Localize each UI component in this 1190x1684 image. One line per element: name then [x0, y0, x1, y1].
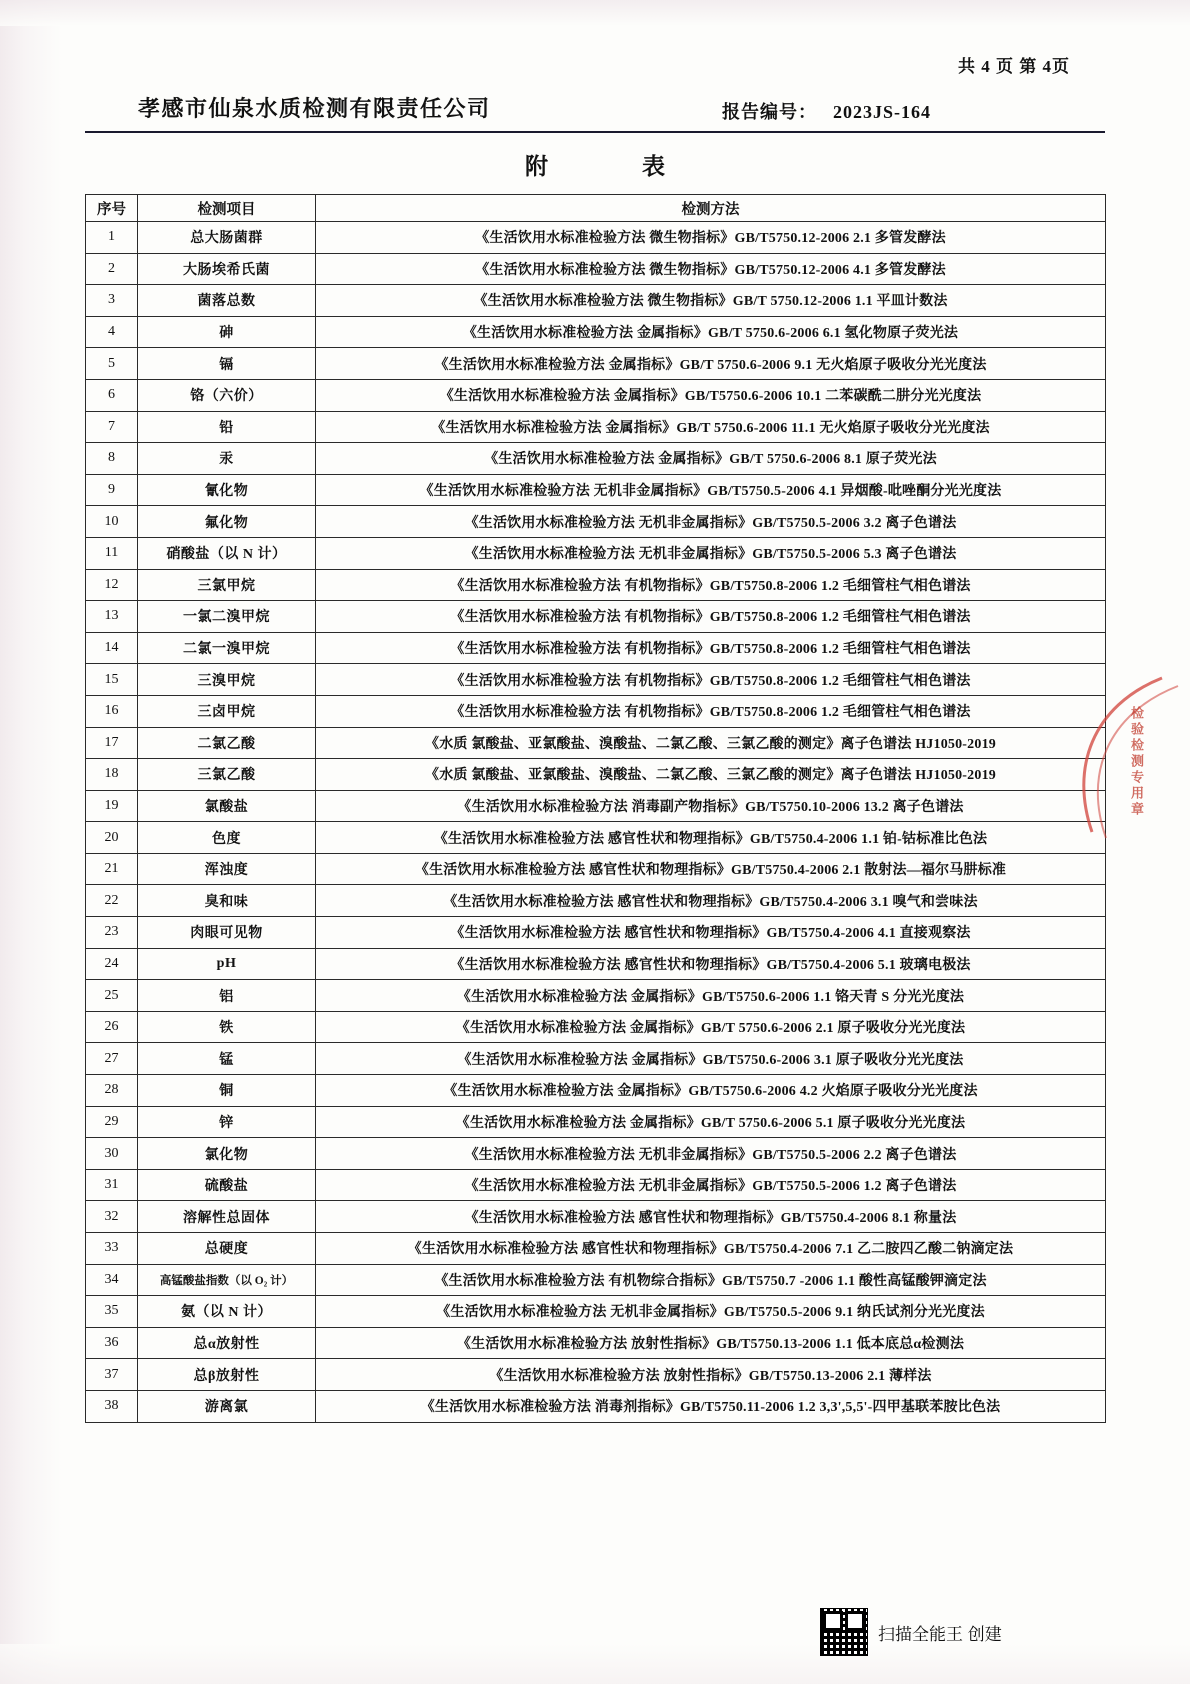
report-number-label: 报告编号： — [722, 102, 817, 122]
cell-method: 《生活饮用水标准检验方法 消毒副产物指标》GB/T5750.10-2006 13.2 离子色谱法 — [316, 790, 1106, 822]
table-row — [86, 1264, 1106, 1296]
cell-method: 《生活饮用水标准检验方法 无机非金属指标》GB/T5750.5-2006 9.1 纳氏试剂分光光度法 — [316, 1296, 1106, 1328]
table-row — [86, 1138, 1106, 1170]
cell-no: 15 — [86, 664, 138, 696]
column-header-item: 检测项目 — [138, 195, 316, 222]
table-row — [86, 379, 1106, 411]
cell-item: 氨（以 N 计） — [138, 1296, 316, 1328]
table-row — [86, 727, 1106, 759]
table-row — [86, 759, 1106, 791]
cell-method: 《生活饮用水标准检验方法 感官性状和物理指标》GB/T5750.4-2006 7.1 乙二胺四乙酸二钠滴定法 — [316, 1233, 1106, 1265]
cell-item: 溶解性总固体 — [138, 1201, 316, 1233]
cell-item: 铁 — [138, 1011, 316, 1043]
table-row — [86, 822, 1106, 854]
company-name: 孝感市仙泉水质检测有限责任公司 — [138, 96, 491, 121]
cell-item: 臭和味 — [138, 885, 316, 917]
cell-item: 硫酸盐 — [138, 1169, 316, 1201]
cell-item: 二氯一溴甲烷 — [138, 632, 316, 664]
table-row — [86, 222, 1106, 254]
cell-no: 8 — [86, 443, 138, 475]
column-header-no: 序号 — [86, 195, 138, 222]
cell-item: 锌 — [138, 1106, 316, 1138]
cell-item: 砷 — [138, 316, 316, 348]
cell-item: 氯酸盐 — [138, 790, 316, 822]
cell-no: 6 — [86, 379, 138, 411]
cell-no: 36 — [86, 1327, 138, 1359]
cell-method: 《生活饮用水标准检验方法 金属指标》GB/T 5750.6-2006 2.1 原子吸收分光光度法 — [316, 1011, 1106, 1043]
cell-method: 《生活饮用水标准检验方法 有机物指标》GB/T5750.8-2006 1.2 毛细管柱气相色谱法 — [316, 601, 1106, 633]
cell-item: 总α放射性 — [138, 1327, 316, 1359]
methods-table — [85, 194, 1106, 1423]
cell-method: 《生活饮用水标准检验方法 无机非金属指标》GB/T5750.5-2006 4.1 异烟酸-吡唑酮分光光度法 — [316, 474, 1106, 506]
cell-method: 《生活饮用水标准检验方法 有机物指标》GB/T5750.8-2006 1.2 毛细管柱气相色谱法 — [316, 664, 1106, 696]
cell-method: 《生活饮用水标准检验方法 感官性状和物理指标》GB/T5750.4-2006 2.1 散射法—福尔马肼标准 — [316, 853, 1106, 885]
cell-no: 35 — [86, 1296, 138, 1328]
cell-item: 氯化物 — [138, 1138, 316, 1170]
cell-method: 《生活饮用水标准检验方法 金属指标》GB/T5750.6-2006 1.1 铬天青 S 分光光度法 — [316, 980, 1106, 1012]
table-row — [86, 632, 1106, 664]
cell-no: 27 — [86, 1043, 138, 1075]
table-row — [86, 1359, 1106, 1391]
table-row — [86, 1106, 1106, 1138]
table-row — [86, 506, 1106, 538]
scan-edge-left — [0, 0, 62, 1684]
cell-no: 38 — [86, 1390, 138, 1422]
cell-item: 游离氯 — [138, 1390, 316, 1422]
table-row — [86, 664, 1106, 696]
table-row — [86, 1169, 1106, 1201]
cell-item: 三卤甲烷 — [138, 695, 316, 727]
cell-method: 《生活饮用水标准检验方法 无机非金属指标》GB/T5750.5-2006 1.2 离子色谱法 — [316, 1169, 1106, 1201]
cell-item: 高锰酸盐指数（以 O₂ 计） — [138, 1264, 316, 1296]
cell-item: 汞 — [138, 443, 316, 475]
cell-item: 铜 — [138, 1075, 316, 1107]
cell-no: 3 — [86, 285, 138, 317]
table-row — [86, 443, 1106, 475]
cell-item: 大肠埃希氏菌 — [138, 253, 316, 285]
table-row — [86, 1327, 1106, 1359]
methods-table-body — [86, 222, 1106, 1423]
cell-method: 《生活饮用水标准检验方法 感官性状和物理指标》GB/T5750.4-2006 4.1 直接观察法 — [316, 917, 1106, 949]
table-row — [86, 695, 1106, 727]
cell-no: 33 — [86, 1233, 138, 1265]
cell-method: 《生活饮用水标准检验方法 无机非金属指标》GB/T5750.5-2006 3.2 离子色谱法 — [316, 506, 1106, 538]
cell-item: 铬（六价） — [138, 379, 316, 411]
table-row — [86, 980, 1106, 1012]
scan-edge-top — [0, 0, 1190, 26]
cell-item: 色度 — [138, 822, 316, 854]
column-header-method: 检测方法 — [316, 195, 1106, 222]
header-divider — [85, 131, 1105, 133]
cell-method: 《生活饮用水标准检验方法 无机非金属指标》GB/T5750.5-2006 2.2 离子色谱法 — [316, 1138, 1106, 1170]
cell-no: 23 — [86, 917, 138, 949]
cell-method: 《生活饮用水标准检验方法 金属指标》GB/T 5750.6-2006 8.1 原子荧光法 — [316, 443, 1106, 475]
table-row — [86, 537, 1106, 569]
table-row — [86, 1043, 1106, 1075]
cell-method: 《水质 氯酸盐、亚氯酸盐、溴酸盐、二氯乙酸、三氯乙酸的测定》离子色谱法 HJ1050-2019 — [316, 759, 1106, 791]
cell-no: 2 — [86, 253, 138, 285]
cell-no: 18 — [86, 759, 138, 791]
report-number — [722, 98, 931, 124]
cell-method: 《生活饮用水标准检验方法 放射性指标》GB/T5750.13-2006 2.1 薄样法 — [316, 1359, 1106, 1391]
cell-method: 《生活饮用水标准检验方法 消毒剂指标》GB/T5750.11-2006 1.2 3,3',5,5'-四甲基联苯胺比色法 — [316, 1390, 1106, 1422]
cell-method: 《生活饮用水标准检验方法 微生物指标》GB/T 5750.12-2006 1.1 平皿计数法 — [316, 285, 1106, 317]
cell-no: 17 — [86, 727, 138, 759]
cell-method: 《生活饮用水标准检验方法 金属指标》GB/T 5750.6-2006 5.1 原子吸收分光光度法 — [316, 1106, 1106, 1138]
cell-item: 肉眼可见物 — [138, 917, 316, 949]
cell-item: 一氯二溴甲烷 — [138, 601, 316, 633]
cell-method: 《生活饮用水标准检验方法 有机物指标》GB/T5750.8-2006 1.2 毛细管柱气相色谱法 — [316, 695, 1106, 727]
cell-item: 浑浊度 — [138, 853, 316, 885]
cell-item: 菌落总数 — [138, 285, 316, 317]
cell-method: 《生活饮用水标准检验方法 放射性指标》GB/T5750.13-2006 1.1 低本底总α检测法 — [316, 1327, 1106, 1359]
cell-no: 21 — [86, 853, 138, 885]
cell-method: 《生活饮用水标准检验方法 金属指标》GB/T5750.6-2006 10.1 二苯碳酰二肼分光光度法 — [316, 379, 1106, 411]
scan-footer-text: 扫描全能王 创建 — [878, 1624, 1002, 1644]
cell-no: 9 — [86, 474, 138, 506]
table-row — [86, 917, 1106, 949]
cell-method: 《生活饮用水标准检验方法 感官性状和物理指标》GB/T5750.4-2006 3.1 嗅气和尝味法 — [316, 885, 1106, 917]
cell-no: 26 — [86, 1011, 138, 1043]
cell-no: 28 — [86, 1075, 138, 1107]
cell-item: 铅 — [138, 411, 316, 443]
cell-no: 12 — [86, 569, 138, 601]
table-row — [86, 1233, 1106, 1265]
cell-no: 31 — [86, 1169, 138, 1201]
cell-item: 三氯乙酸 — [138, 759, 316, 791]
cell-method: 《生活饮用水标准检验方法 金属指标》GB/T5750.6-2006 4.2 火焰原子吸收分光光度法 — [316, 1075, 1106, 1107]
cell-method: 《生活饮用水标准检验方法 有机物指标》GB/T5750.8-2006 1.2 毛细管柱气相色谱法 — [316, 569, 1106, 601]
table-header-row — [86, 195, 1106, 222]
table-row — [86, 285, 1106, 317]
cell-item: 三氯甲烷 — [138, 569, 316, 601]
cell-method: 《生活饮用水标准检验方法 金属指标》GB/T 5750.6-2006 6.1 氢化物原子荧光法 — [316, 316, 1106, 348]
table-row — [86, 348, 1106, 380]
cell-method: 《生活饮用水标准检验方法 微生物指标》GB/T5750.12-2006 2.1 多管发酵法 — [316, 222, 1106, 254]
cell-method: 《生活饮用水标准检验方法 感官性状和物理指标》GB/T5750.4-2006 8.1 称量法 — [316, 1201, 1106, 1233]
cell-item: pH — [138, 948, 316, 980]
table-row — [86, 1296, 1106, 1328]
table-row — [86, 601, 1106, 633]
cell-no: 30 — [86, 1138, 138, 1170]
cell-item: 氰化物 — [138, 474, 316, 506]
page-count: 共 4 页 第 4页 — [958, 57, 1070, 76]
table-row — [86, 948, 1106, 980]
cell-method: 《生活饮用水标准检验方法 微生物指标》GB/T5750.12-2006 4.1 多管发酵法 — [316, 253, 1106, 285]
cell-no: 34 — [86, 1264, 138, 1296]
cell-no: 37 — [86, 1359, 138, 1391]
cell-item: 氟化物 — [138, 506, 316, 538]
qr-code-icon — [820, 1608, 868, 1656]
cell-no: 7 — [86, 411, 138, 443]
page-title: 附 表 — [525, 154, 681, 179]
cell-item: 锰 — [138, 1043, 316, 1075]
cell-item: 总硬度 — [138, 1233, 316, 1265]
table-row — [86, 474, 1106, 506]
table-row — [86, 316, 1106, 348]
table-row — [86, 411, 1106, 443]
cell-method: 《生活饮用水标准检验方法 金属指标》GB/T 5750.6-2006 9.1 无火焰原子吸收分光光度法 — [316, 348, 1106, 380]
cell-method: 《生活饮用水标准检验方法 感官性状和物理指标》GB/T5750.4-2006 1.1 铂-钴标准比色法 — [316, 822, 1106, 854]
cell-item: 总β放射性 — [138, 1359, 316, 1391]
cell-item: 总大肠菌群 — [138, 222, 316, 254]
cell-no: 25 — [86, 980, 138, 1012]
cell-no: 24 — [86, 948, 138, 980]
cell-item: 镉 — [138, 348, 316, 380]
table-row — [86, 885, 1106, 917]
seal-text: 检验检测专用章 — [1129, 706, 1144, 818]
cell-item: 铝 — [138, 980, 316, 1012]
cell-no: 19 — [86, 790, 138, 822]
cell-method: 《生活饮用水标准检验方法 金属指标》GB/T 5750.6-2006 11.1 无火焰原子吸收分光光度法 — [316, 411, 1106, 443]
cell-item: 硝酸盐（以 N 计） — [138, 537, 316, 569]
cell-no: 5 — [86, 348, 138, 380]
cell-method: 《水质 氯酸盐、亚氯酸盐、溴酸盐、二氯乙酸、三氯乙酸的测定》离子色谱法 HJ1050-2019 — [316, 727, 1106, 759]
cell-no: 13 — [86, 601, 138, 633]
scan-footer — [820, 1608, 1002, 1656]
cell-no: 20 — [86, 822, 138, 854]
table-row — [86, 790, 1106, 822]
cell-method: 《生活饮用水标准检验方法 金属指标》GB/T5750.6-2006 3.1 原子吸收分光光度法 — [316, 1043, 1106, 1075]
cell-method: 《生活饮用水标准检验方法 无机非金属指标》GB/T5750.5-2006 5.3 离子色谱法 — [316, 537, 1106, 569]
table-row — [86, 569, 1106, 601]
cell-no: 22 — [86, 885, 138, 917]
cell-no: 10 — [86, 506, 138, 538]
table-row — [86, 1011, 1106, 1043]
cell-no: 4 — [86, 316, 138, 348]
cell-item: 三溴甲烷 — [138, 664, 316, 696]
scan-edge-bottom — [0, 1644, 1190, 1684]
report-number-value: 2023JS-164 — [833, 102, 932, 122]
cell-method: 《生活饮用水标准检验方法 有机物指标》GB/T5750.8-2006 1.2 毛细管柱气相色谱法 — [316, 632, 1106, 664]
table-row — [86, 253, 1106, 285]
cell-no: 14 — [86, 632, 138, 664]
cell-no: 11 — [86, 537, 138, 569]
cell-no: 1 — [86, 222, 138, 254]
table-row — [86, 1201, 1106, 1233]
cell-method: 《生活饮用水标准检验方法 有机物综合指标》GB/T5750.7 -2006 1.1 酸性高锰酸钾滴定法 — [316, 1264, 1106, 1296]
cell-method: 《生活饮用水标准检验方法 感官性状和物理指标》GB/T5750.4-2006 5.1 玻璃电极法 — [316, 948, 1106, 980]
table-row — [86, 853, 1106, 885]
cell-no: 16 — [86, 695, 138, 727]
table-row — [86, 1075, 1106, 1107]
cell-no: 29 — [86, 1106, 138, 1138]
cell-no: 32 — [86, 1201, 138, 1233]
cell-item: 二氯乙酸 — [138, 727, 316, 759]
table-row — [86, 1390, 1106, 1422]
